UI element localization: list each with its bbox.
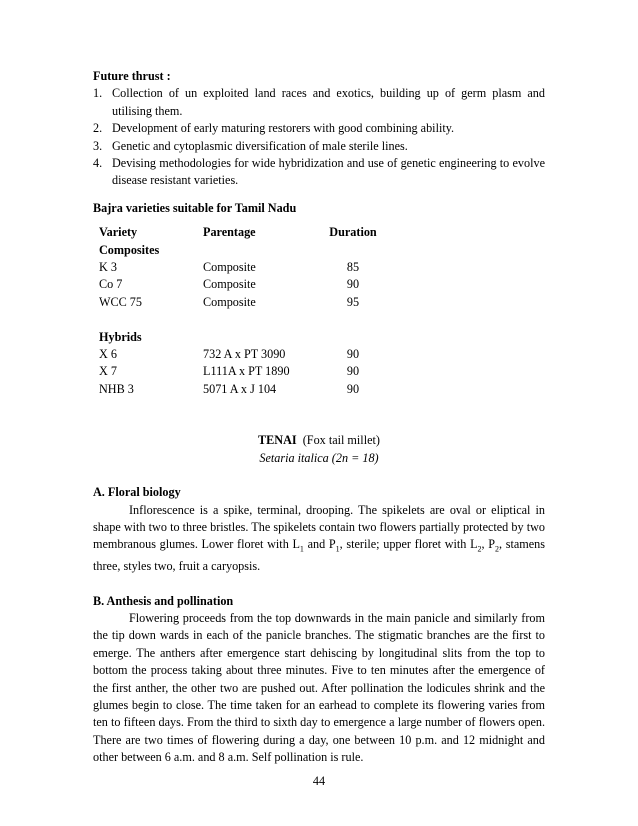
floral-biology-paragraph: Inflorescence is a spike, terminal, drooping. The spikelets are oval or eliptical in shape with two to three bristles. The spikelets contain two flowers partially protected by two membranous glumes. Lower floret with $L_1$ and $P_1$, sterile; upper floret with $L_2$, $P_2$, stamens three, styles two, fruit a caryopsis. <box>93 502 546 574</box>
document-page <box>93 68 545 767</box>
hybrids-label: Hybrids <box>99 329 142 344</box>
column-header: Duration <box>329 225 377 240</box>
bajra-heading: Bajra varieties suitable for Tamil Nadu <box>93 200 297 215</box>
future-thrust-list <box>93 85 545 189</box>
list-item: 2. Development of early maturing restorers with good combining ability. <box>93 121 455 136</box>
column-header: Parentage <box>203 225 256 240</box>
list-item: 3. Genetic and cytoplasmic diversification of male sterile lines. <box>93 138 408 153</box>
floral-biology-heading: A. Floral biology <box>93 485 181 500</box>
column-header: Variety <box>99 225 138 240</box>
table-row: Co 7 Composite 90 <box>99 277 360 292</box>
table-header-row <box>99 224 383 241</box>
table-row: K 3 Composite 85 <box>99 260 360 275</box>
bajra-varieties-table <box>99 224 383 398</box>
composites-label: Composites <box>99 242 160 257</box>
anthesis-heading: B. Anthesis and pollination <box>93 593 234 608</box>
table-row: NHB 3 5071 A x J 104 90 <box>99 381 360 396</box>
table-row: X 7 L111A x PT 1890 90 <box>99 364 360 379</box>
list-item: 1. Collection of un exploited land races and exotics, building up of germ plasm and utilising them. <box>93 86 545 118</box>
table-section-row <box>99 329 383 346</box>
tenai-title: TENAI (Fox tail millet) <box>258 433 380 448</box>
tenai-scientific-name: Setaria italica (2n = 18) <box>259 450 379 465</box>
table-section-row <box>99 242 383 259</box>
table-row: X 6 732 A x PT 3090 90 <box>99 347 360 362</box>
page-number: 44 <box>312 774 326 788</box>
list-item: 4. Devising methodologies for wide hybridization and use of genetic engineering to evolve disease resistant varieties. <box>93 156 545 188</box>
table-row: WCC 75 Composite 95 <box>99 294 360 309</box>
future-thrust-heading: Future thrust : <box>93 69 171 83</box>
anthesis-paragraph: Flowering proceeds from the top downwards in the main panicle and similarly from the tip down wards in each of the panicle branches. The stigmatic branches are the first to emerge. The anthers after emergence start dehiscing by longitudinal slits from the top to bottom the process taking about three minutes. Five to ten minutes after the emergence of the first anther, the other two are pushed out. After pollination the lodicules shrink and the glumes begin to close. The time taken for an earhead to complete its flowering varies from ten to fifteen days. From the third to sixth day to emergence a large number of flowers open. There are two times of flowering during a day, one between 10 p.m. and 12 midnight and other between 6 a.m. and 8 a.m. Self pollination is rule. <box>93 610 545 765</box>
